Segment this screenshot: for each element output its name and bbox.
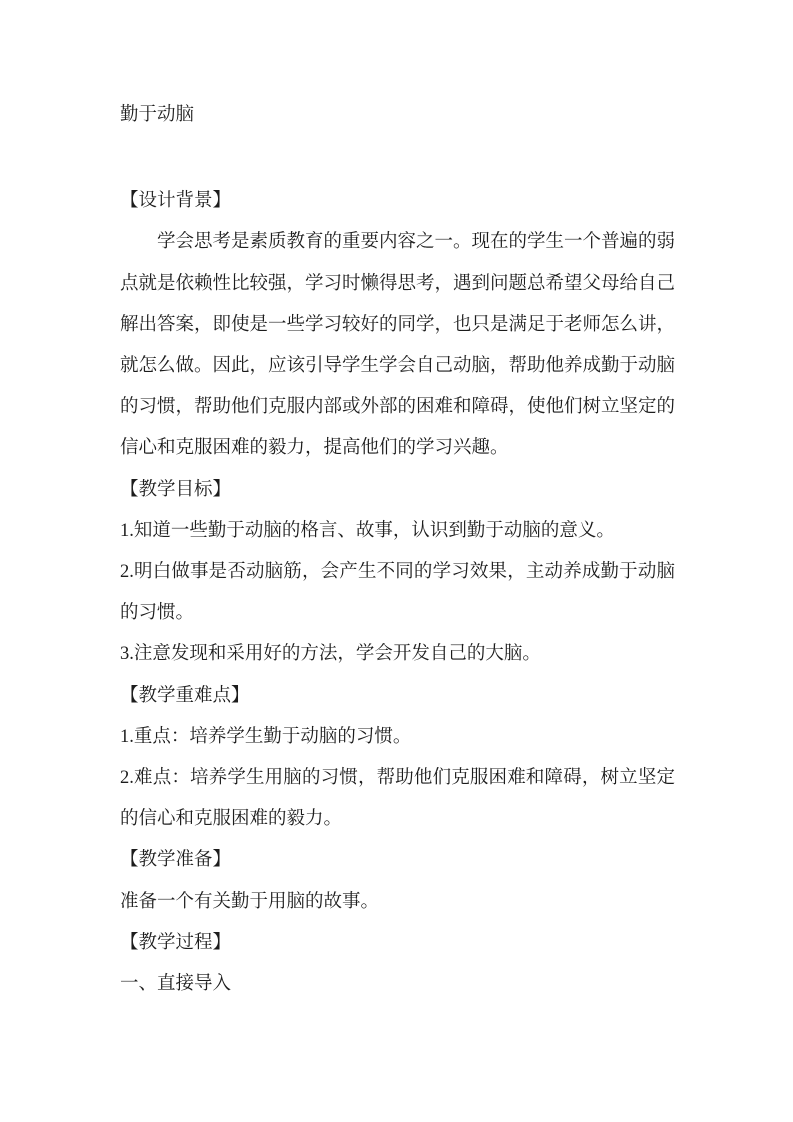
objective-item-2: 2.明白做事是否动脑筋，会产生不同的学习效果，主动养成勤于动脑的习惯。 [120, 562, 675, 624]
document-title: 勤于动脑 [120, 105, 195, 125]
key-point-item: 1.重点：培养学生勤于动脑的习惯。 [120, 726, 412, 747]
heading-teaching-process: 【教学过程】 [120, 932, 232, 953]
paragraph-design-background: 学会思考是素质教育的重要内容之一。现在的学生一个普遍的弱点就是依赖性比较强，学习时懒得思考，遇到问题总希望父母给自己解出答案，即使是一些学习较好的同学，也只是满足于老师怎么讲，就怎么做。因此，应该引导学生学会自己动脑，帮助他养成勤于动脑的习惯，帮助他们克服内部或外部的困难和障碍，使他们树立坚定的信心和克服困难的毅力，提高他们的学习兴趣。 [120, 232, 676, 459]
objective-item-3: 3.注意发现和采用好的方法，学会开发自己的大脑。 [120, 644, 541, 665]
objective-item-1: 1.知道一些勤于动脑的格言、故事，认识到勤于动脑的意义。 [120, 520, 615, 541]
heading-teaching-preparation: 【教学准备】 [120, 850, 232, 871]
process-step-direct-import: 一、直接导入 [120, 974, 232, 995]
preparation-paragraph: 准备一个有关勤于用脑的故事。 [120, 891, 380, 912]
heading-key-difficult-points: 【教学重难点】 [120, 685, 250, 706]
heading-design-background: 【设计背景】 [120, 191, 232, 212]
difficult-point-item: 2.难点：培养学生用脑的习惯，帮助他们克服困难和障碍，树立坚定的信心和克服困难的毅力。 [120, 768, 675, 830]
heading-teaching-objectives: 【教学目标】 [120, 479, 232, 500]
